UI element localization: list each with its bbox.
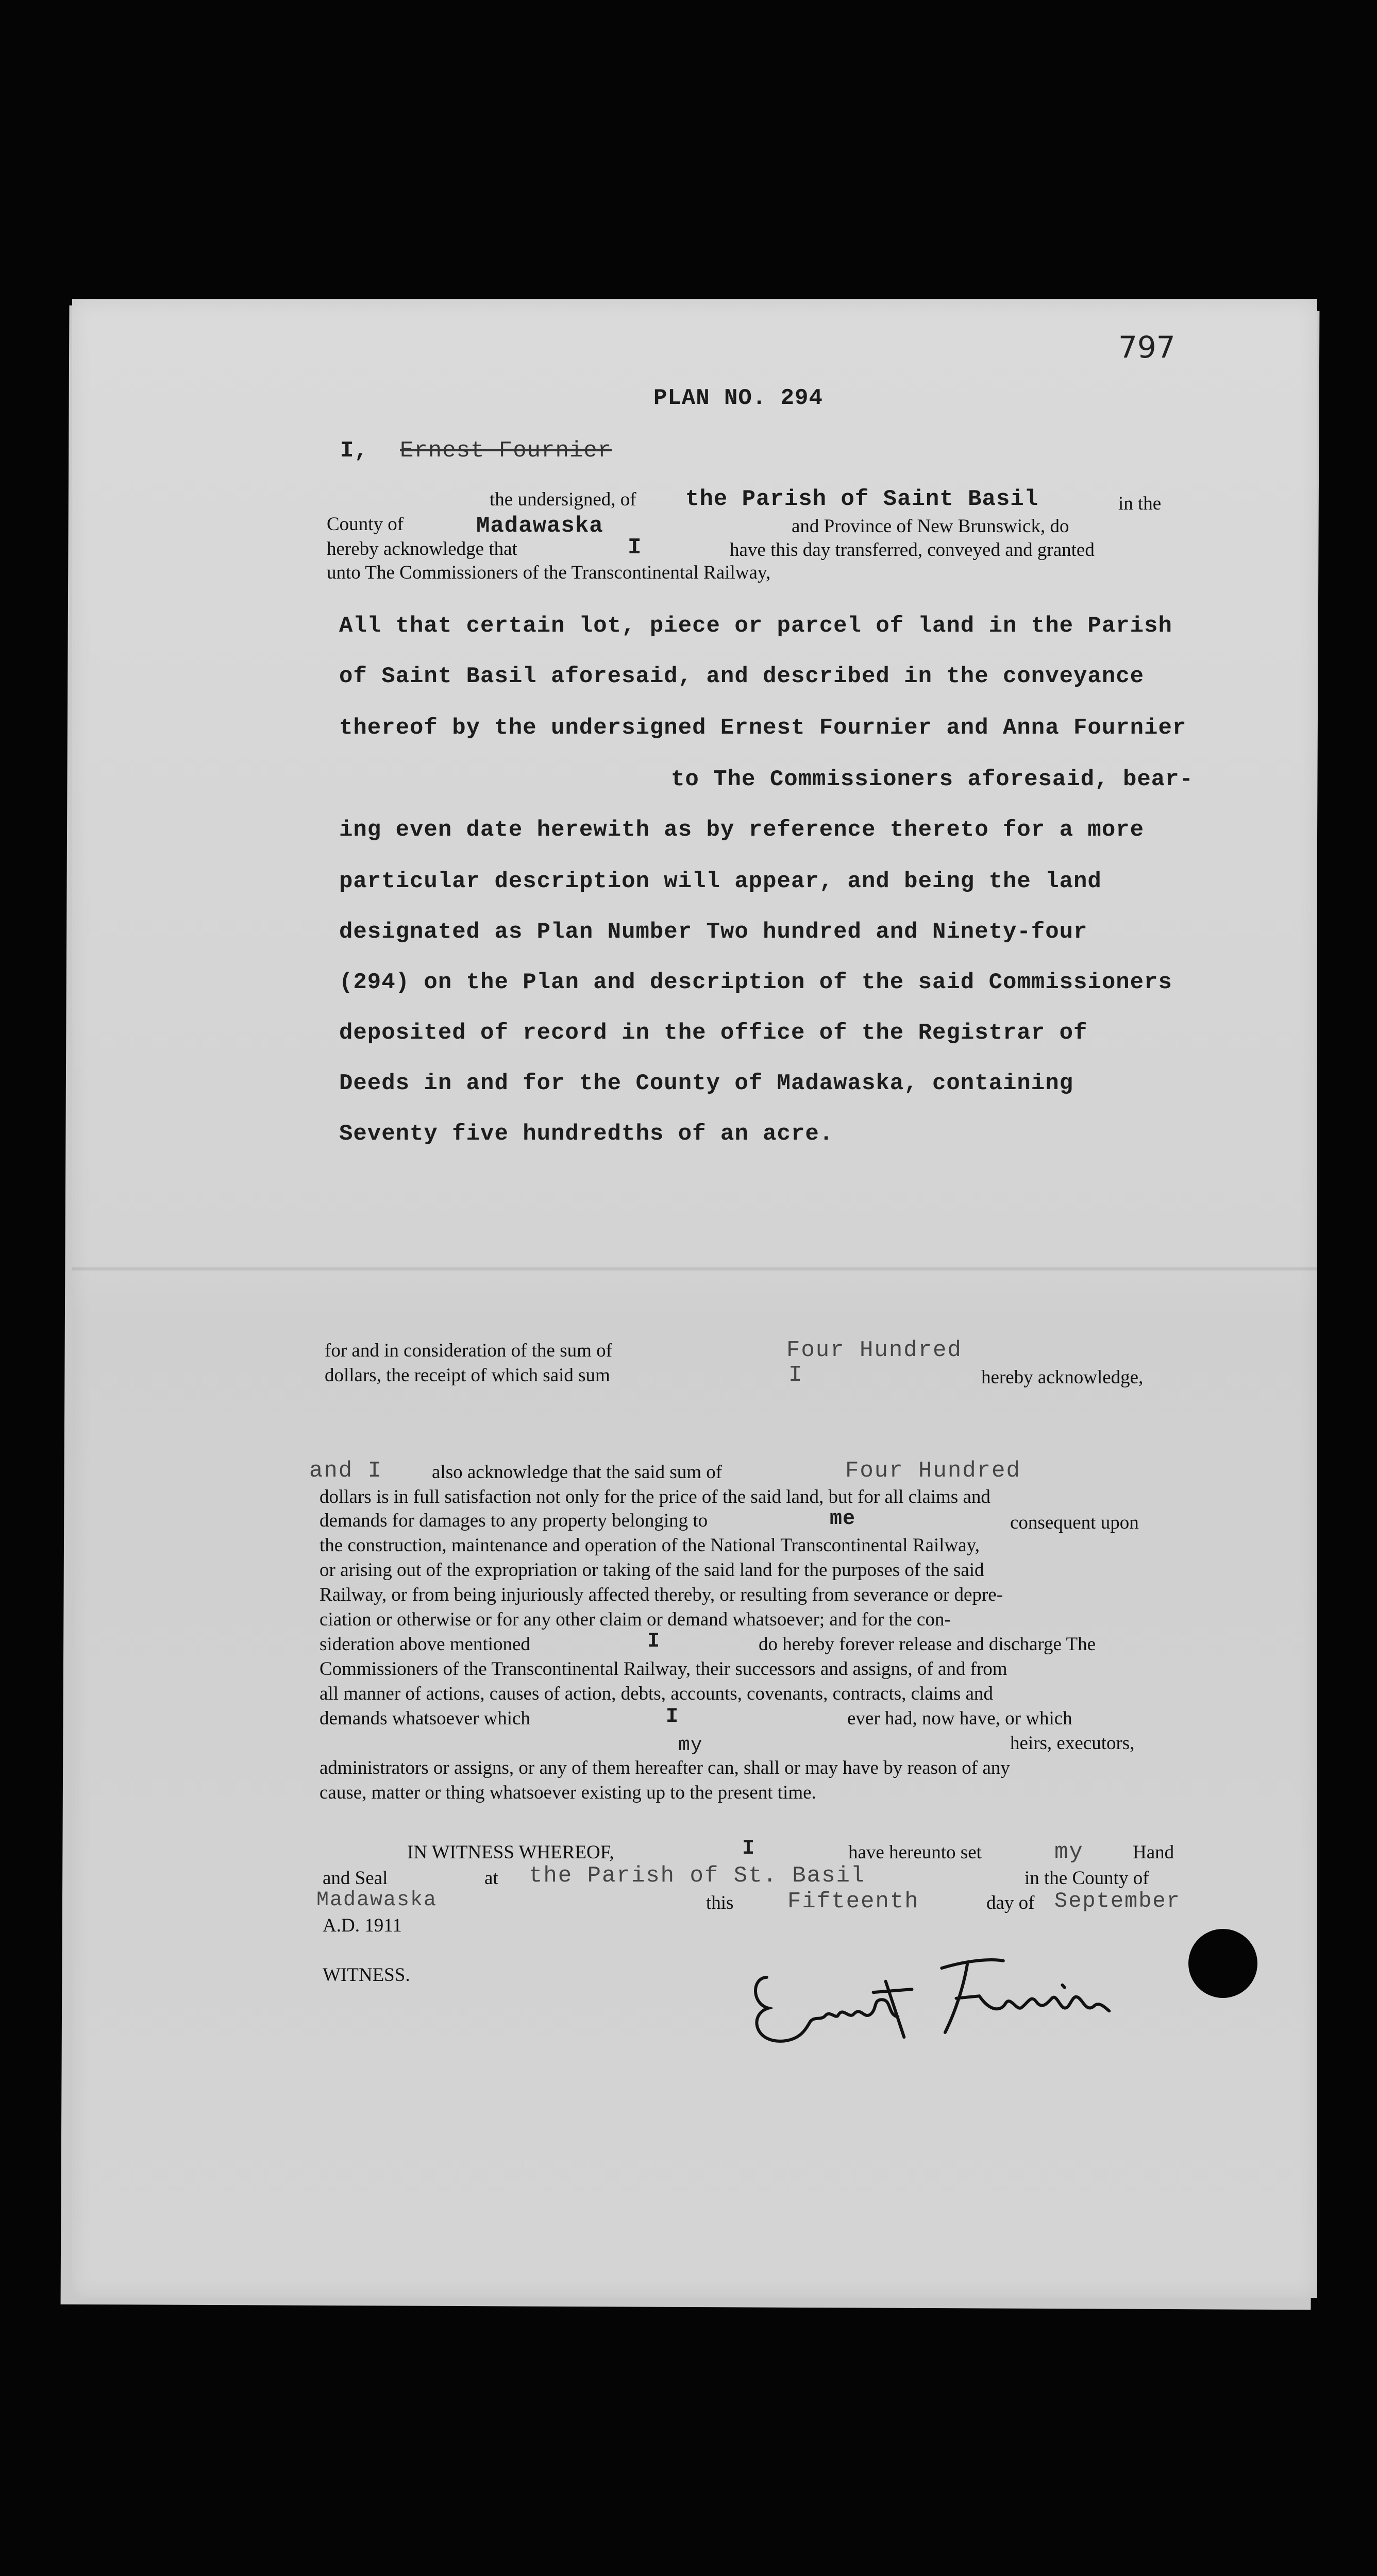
punch-hole	[1188, 1929, 1257, 1998]
release-discharge: do hereby forever release and discharge The	[759, 1634, 1096, 1655]
release-line-5: Railway, or from being injuriously affected thereby, or resulting from severance or depre-	[320, 1584, 1003, 1605]
witness-clause-lead: IN WITNESS WHEREOF,	[407, 1842, 614, 1863]
description-line-7: designated as Plan Number Two hundred and Ninety-four	[339, 919, 1088, 945]
intro-line2-print: County of	[327, 514, 404, 535]
release-me: me	[830, 1507, 856, 1531]
description-line-1: All that certain lot, piece or parcel of land in the Parish	[339, 613, 1172, 639]
signature	[745, 1927, 1141, 2060]
witness-clause-month: September	[1054, 1889, 1181, 1913]
release-line-13: cause, matter or thing whatsoever existing up to the present time.	[320, 1782, 816, 1803]
declarant-prefix: I,	[340, 438, 368, 464]
release-consequent: consequent upon	[1010, 1512, 1139, 1533]
witness-label: WITNESS.	[323, 1964, 410, 1986]
intro-line4: unto The Commissioners of the Transcontinental Railway,	[327, 562, 771, 583]
release-who-2: I	[666, 1705, 679, 1728]
witness-clause-day-of: day of	[986, 1892, 1035, 1913]
consideration-end: hereby acknowledge,	[981, 1367, 1144, 1388]
witness-clause-have-set: have hereunto set	[848, 1842, 982, 1863]
intro-parish: the Parish of Saint Basil	[685, 486, 1039, 512]
description-line-5: ing even date herewith as by reference thereto for a more	[339, 817, 1145, 843]
intro-line3-print: hereby acknowledge that	[327, 538, 517, 560]
release-line-4: or arising out of the expropriation or taking of the said land for the purposes of the said	[320, 1560, 984, 1581]
release-line-9: all manner of actions, causes of action, debts, accounts, covenants, contracts, claims and	[320, 1683, 993, 1704]
description-line-11: Seventy five hundredths of an acre.	[339, 1121, 834, 1147]
consideration-amount: Four Hundred	[786, 1337, 962, 1363]
witness-clause-county-label: in the County of	[1025, 1868, 1149, 1889]
release-amount: Four Hundred	[845, 1458, 1021, 1484]
intro-line1-print: the undersigned, of	[490, 489, 636, 510]
page-number: 797	[1118, 330, 1176, 365]
release-my: my	[678, 1734, 703, 1756]
witness-clause-at: at	[484, 1868, 498, 1889]
page-title: PLAN NO. 294	[653, 385, 823, 411]
release-line-6: ciation or otherwise or for any other claim or demand whatsoever; and for the con-	[320, 1609, 951, 1630]
description-line-4: to The Commissioners aforesaid, bear-	[671, 767, 1194, 792]
description-line-10: Deeds in and for the County of Madawaska, containing	[339, 1071, 1074, 1096]
consideration-line2: dollars, the receipt of which said sum	[325, 1365, 610, 1386]
release-lead-print: also acknowledge that the said sum of	[432, 1462, 723, 1483]
description-line-8: (294) on the Plan and description of the said Commissioners	[339, 970, 1172, 995]
release-ever-had: ever had, now have, or which	[847, 1708, 1072, 1729]
witness-clause-day: Fifteenth	[787, 1889, 919, 1914]
release-line-8: Commissioners of the Transcontinental Railway, their successors and assigns, of and from	[320, 1658, 1007, 1680]
intro-line2-end: and Province of New Brunswick, do	[792, 516, 1069, 537]
release-lead-typed: and I	[309, 1458, 383, 1484]
page-fold	[72, 1267, 1317, 1270]
witness-clause-this: this	[706, 1892, 734, 1913]
release-line-1: dollars is in full satisfaction not only for the price of the said land, but for all claims and	[320, 1486, 990, 1507]
witness-clause-county: Madawaska	[316, 1889, 438, 1912]
intro-line3-end: have this day transferred, conveyed and granted	[730, 539, 1095, 561]
consideration-who: I	[788, 1362, 803, 1388]
release-line-12: administrators or assigns, or any of them hereafter can, shall or may have by reason of any	[320, 1757, 1010, 1778]
intro-county: Madawaska	[476, 513, 603, 539]
description-line-3: thereof by the undersigned Ernest Fournier and Anna Fournier	[339, 715, 1187, 741]
witness-clause-and-seal: and Seal	[323, 1868, 388, 1889]
intro-who: I	[628, 535, 642, 561]
witness-clause-year: A.D. 1911	[323, 1915, 402, 1936]
declarant-name: Ernest Fournier	[400, 438, 612, 464]
release-line-10: demands whatsoever which	[320, 1708, 530, 1729]
consideration-line1: for and in consideration of the sum of	[325, 1340, 612, 1361]
witness-clause-place: the Parish of St. Basil	[529, 1863, 866, 1889]
release-line-2: demands for damages to any property belonging to	[320, 1510, 708, 1531]
signature-stroke	[745, 1927, 1141, 2060]
description-line-6: particular description will appear, and being the land	[339, 869, 1102, 894]
release-line-3: the construction, maintenance and operation of the National Transcontinental Railway,	[320, 1535, 980, 1556]
release-line-7: sideration above mentioned	[320, 1634, 530, 1655]
release-line-11: heirs, executors,	[1010, 1733, 1135, 1754]
witness-clause-who: I	[742, 1837, 755, 1860]
intro-line1-end: in the	[1118, 493, 1162, 514]
release-who-1: I	[647, 1630, 661, 1653]
witness-clause-hand: Hand	[1133, 1842, 1174, 1863]
description-line-9: deposited of record in the office of the Registrar of	[339, 1020, 1088, 1046]
witness-clause-my: my	[1054, 1839, 1084, 1865]
description-line-2: of Saint Basil aforesaid, and described in the conveyance	[339, 664, 1145, 689]
